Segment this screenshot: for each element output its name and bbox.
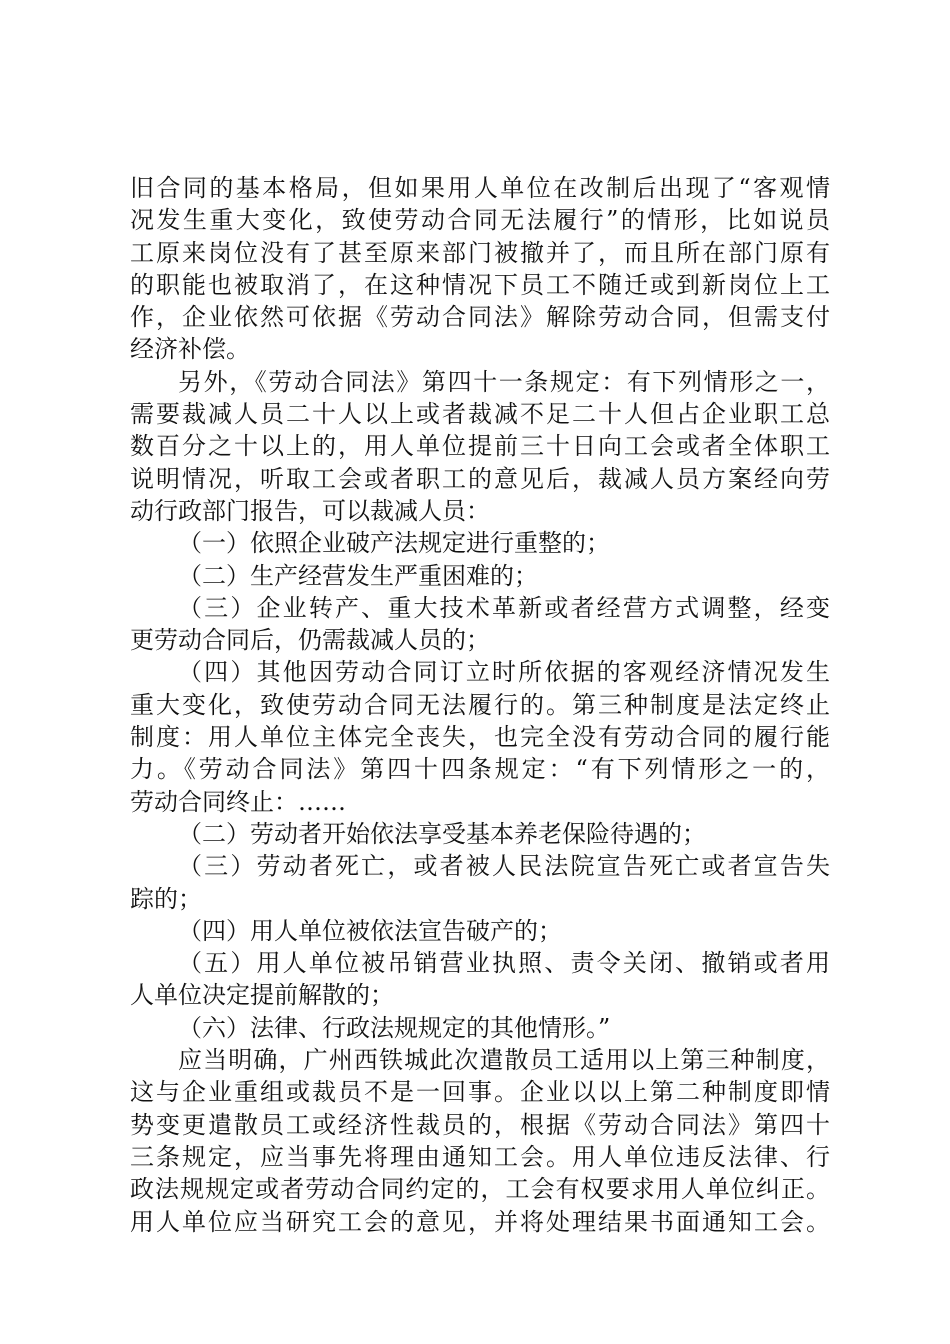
text-line: （二）劳动者开始依法享受基本养老保险待遇的； <box>178 819 706 848</box>
text-line: 力。《劳动合同法》第四十四条规定：“有下列情形之一的， <box>130 755 830 784</box>
text-line: 踪的； <box>130 884 202 913</box>
text-line: 经济补偿。 <box>130 335 250 364</box>
text-line: 用人单位应当研究工会的意见，并将处理结果书面通知工会。 <box>130 1207 830 1236</box>
text-line: 制度：用人单位主体完全丧失，也完全没有劳动合同的履行能 <box>130 723 830 752</box>
text-line: 人单位决定提前解散的； <box>130 981 394 1010</box>
text-line: 势变更遣散员工或经济性裁员的，根据《劳动合同法》第四十 <box>130 1110 830 1139</box>
text-line: 更劳动合同后，仍需裁减人员的； <box>130 626 490 655</box>
document-body <box>130 172 830 1238</box>
text-line: 动行政部门报告，可以裁减人员： <box>130 496 490 525</box>
text-line: （三）劳动者死亡，或者被人民法院宣告死亡或者宣告失 <box>178 852 830 881</box>
text-line: 作，企业依然可依据《劳动合同法》解除劳动合同，但需支付 <box>130 303 830 332</box>
text-line: （一）依照企业破产法规定进行重整的； <box>178 529 610 558</box>
text-line: （六）法律、行政法规规定的其他情形。” <box>178 1013 611 1042</box>
text-line: 另外，《劳动合同法》第四十一条规定：有下列情形之一， <box>178 367 830 396</box>
text-line: 工原来岗位没有了甚至原来部门被撤并了，而且所在部门原有 <box>130 238 830 267</box>
text-line: 政法规规定或者劳动合同约定的，工会有权要求用人单位纠正。 <box>130 1175 830 1204</box>
text-line: 的职能也被取消了，在这种情况下员工不随迁或到新岗位上工 <box>130 270 830 299</box>
text-line: 数百分之十以上的，用人单位提前三十日向工会或者全体职工 <box>130 432 830 461</box>
text-line: 这与企业重组或裁员不是一回事。企业以以上第二种制度即情 <box>130 1078 830 1107</box>
text-line: 重大变化，致使劳动合同无法履行的。第三种制度是法定终止 <box>130 690 830 719</box>
text-line: 三条规定，应当事先将理由通知工会。用人单位违反法律、行 <box>130 1142 830 1171</box>
text-line: 旧合同的基本格局，但如果用人单位在改制后出现了“客观情 <box>130 174 830 202</box>
text-line: （三）企业转产、重大技术革新或者经营方式调整，经变 <box>178 593 830 622</box>
text-line: 需要裁减人员二十人以上或者裁减不足二十人但占企业职工总 <box>130 400 830 429</box>
text-line: 说明情况，听取工会或者职工的意见后，裁减人员方案经向劳 <box>130 464 830 493</box>
text-line: 况发生重大变化，致使劳动合同无法履行”的情形，比如说员 <box>130 206 830 235</box>
text-line: （四）其他因劳动合同订立时所依据的客观经济情况发生 <box>178 658 830 687</box>
text-line: 应当明确，广州西铁城此次遣散员工适用以上第三种制度， <box>178 1046 830 1075</box>
text-line: （五）用人单位被吊销营业执照、责令关闭、撤销或者用 <box>178 949 830 978</box>
text-line: 劳动合同终止：…… <box>130 787 346 816</box>
text-line: （四）用人单位被依法宣告破产的； <box>178 916 562 945</box>
text-line: （二）生产经营发生严重困难的； <box>178 561 538 590</box>
